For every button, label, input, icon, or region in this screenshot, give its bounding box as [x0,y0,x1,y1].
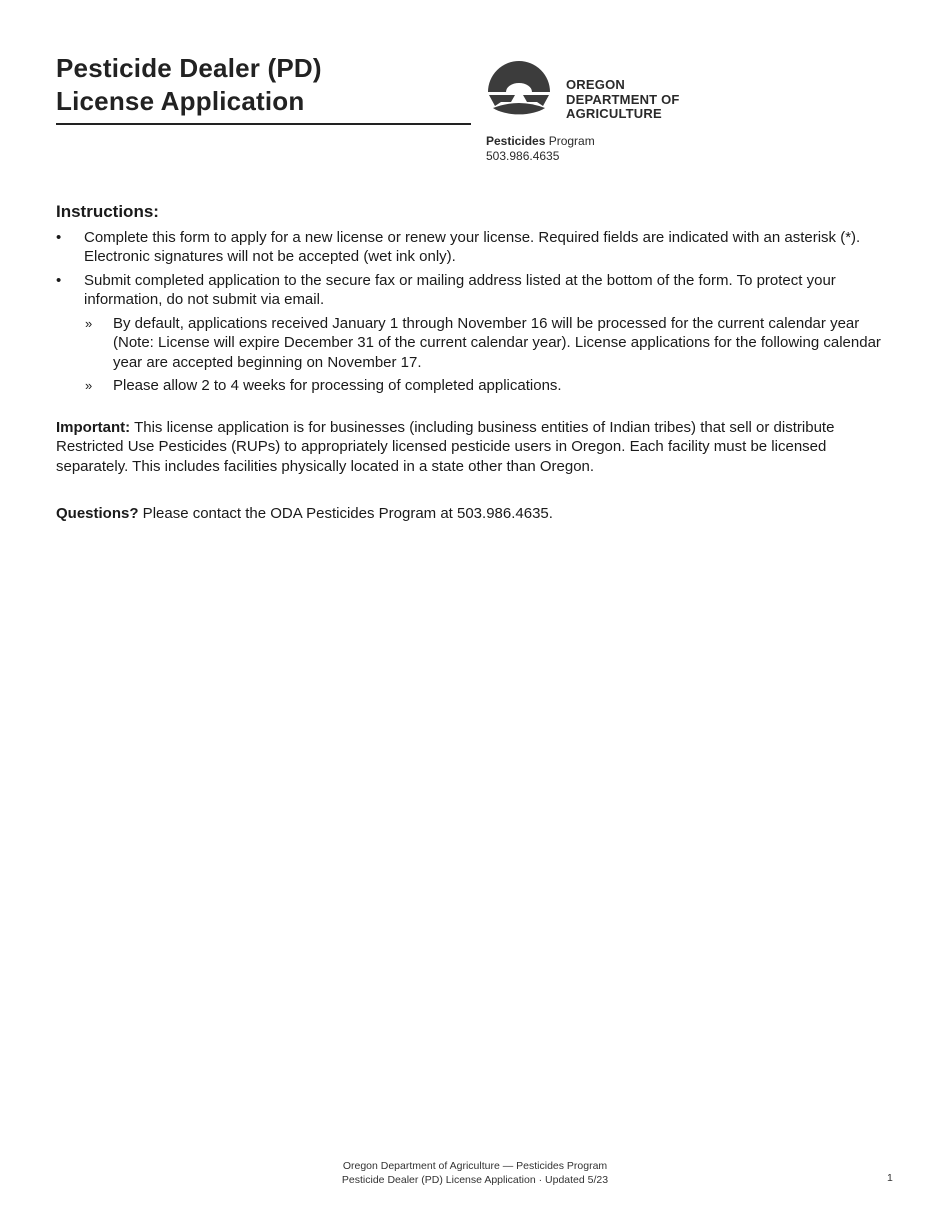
bullet-text: Submit completed application to the secure fax or mailing address listed at the bottom of the form. To protect your information, do not submit via email. [84,271,836,308]
logo-line-3: AGRICULTURE [566,106,662,121]
page-title [56,52,471,118]
footer-line-1: Oregon Department of Agriculture — Pesticides Program [342,1160,608,1172]
logo-wordmark [566,78,680,122]
footer-line-2: Pesticide Dealer (PD) License Application · Updated 5/23 [341,1173,609,1186]
program-name-rest: Program [545,134,595,148]
sub-list-item [56,376,896,396]
title-divider [56,123,471,125]
questions-label: Questions? [56,505,139,522]
title-line-2: License Application [56,86,305,116]
sub-list-item [56,314,896,373]
sub-bullet-marker: » [85,315,93,331]
oda-logo [486,58,696,122]
questions-notice [56,504,896,524]
title-line-1: Pesticide Dealer (PD) [56,53,322,83]
sub-bullet-text: Please allow 2 to 4 weeks for processing of completed applications. [113,377,562,394]
instructions-heading: Instructions: [56,202,159,221]
logo-line-1: OREGON [566,77,625,92]
program-phone: 503.986.4635 [486,149,560,163]
bullet-marker: • [56,271,62,289]
bullet-text: Complete this form to apply for a new license or renew your license. Required fields are indicated with an asterisk (*). Electronic signatures will not be accepted (wet ink only). [84,228,861,265]
important-notice [56,418,896,477]
bullet-marker: • [56,228,62,246]
important-text: This license application is for businesses (including business entities of Indian tribes) that sell or distribute Restricted Use Pesticides (RUPs) to appropriately licensed pesticide users in Oregon. Each facility must be licensed separately. This includes facilities physically located in a state other than Oregon. [56,418,835,475]
program-name-bold: Pesticides [486,134,546,148]
instructions-section [56,202,896,524]
logo-line-2: DEPARTMENT OF [566,91,680,107]
important-label: Important: [56,418,131,436]
sub-bullet-text: By default, applications received January 1 through November 16 will be processed for the current calendar year (Note: License will expire December 31 of the current calendar year). License applications for the following calendar year are accepted beginning on November 17. [113,314,881,371]
page-number: 1 [887,1172,893,1184]
list-item [56,271,896,310]
questions-text: Please contact the ODA Pesticides Program at 503.986.4635. [138,505,553,522]
program-contact [486,134,595,164]
list-item [56,228,896,267]
sub-bullet-marker: » [85,378,93,393]
page-footer [0,1160,950,1187]
oregon-agriculture-logo-icon [486,58,552,122]
